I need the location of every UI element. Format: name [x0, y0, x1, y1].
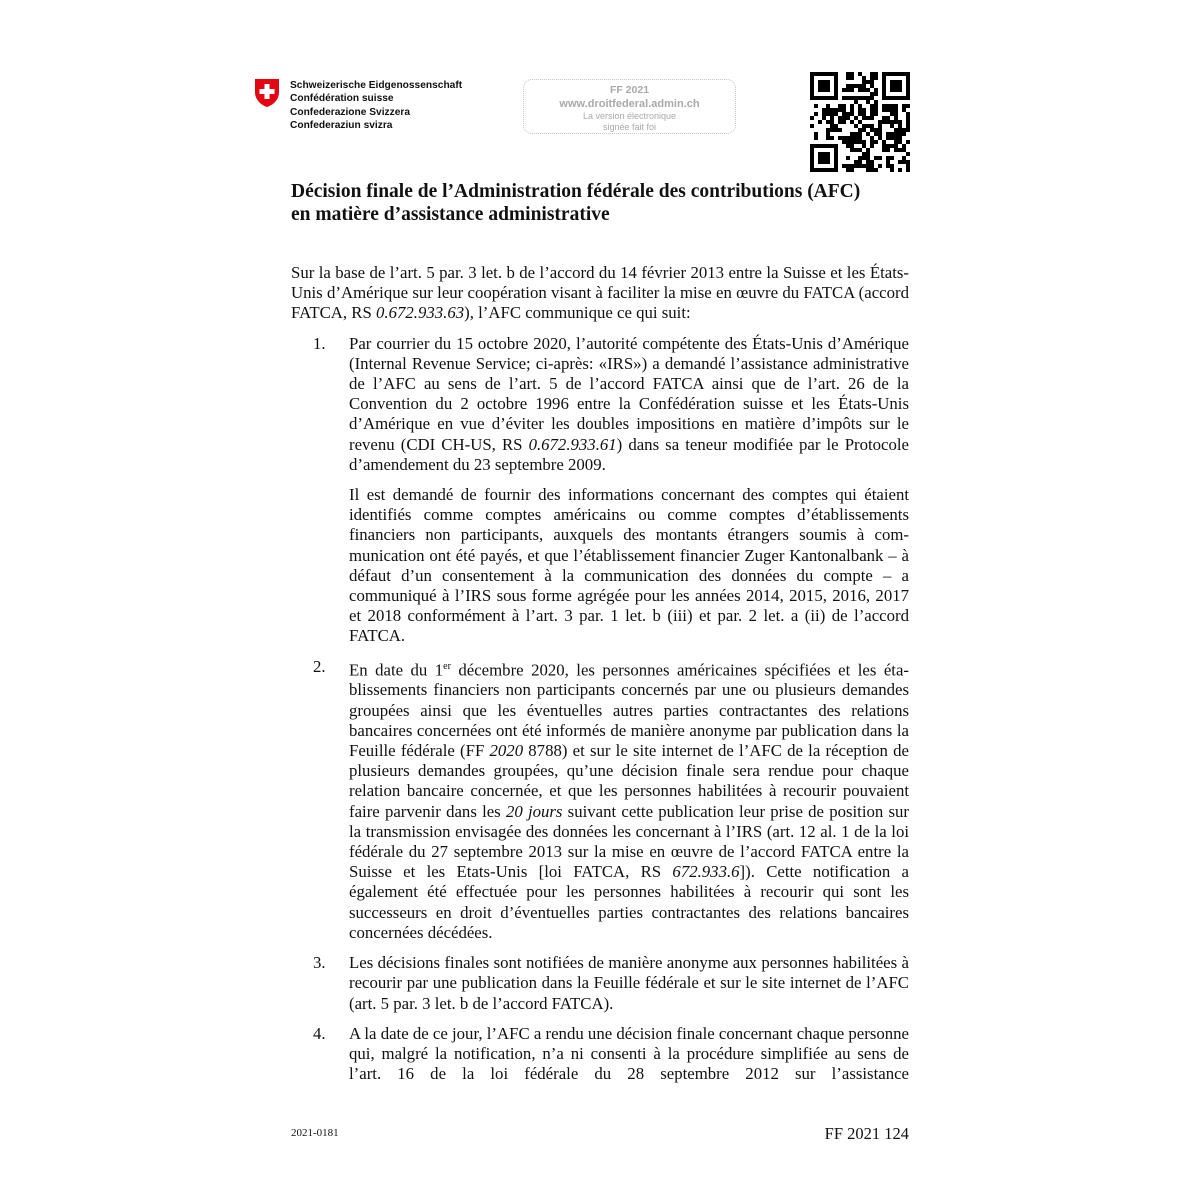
gov-name-de: Schweizerische Eidgenossenschaft: [290, 80, 463, 91]
item-text: suivant cette publication leur prise de position sur la transmission envisagée des données les concernant à l’IRS (art. 12 al. 1 de la loi fédérale du 27 septembre 2013 sur la mise en œuvre de l’accord FATCA entre la Suisse et les Etats-Unis [loi FATCA, RS: [349, 801, 910, 882]
title-line-1: Décision finale de l’Administration fédérale des contributions (AFC): [291, 181, 861, 202]
title-line-2: en matière d’assistance administrative: [291, 204, 610, 225]
item-deadline: 20 jours: [505, 801, 563, 821]
intro-paragraph: [291, 263, 909, 324]
document-title: [291, 180, 921, 226]
government-names: [290, 79, 462, 132]
item-number: 2.: [313, 656, 326, 676]
document-body: [291, 263, 909, 1094]
item-text: Par courrier du 15 octobre 2020, l’autorité compétente des États-Unis d’Amérique (Internal Revenue Service; ci-après: «IRS») a demandé l’assistance administrative de l’AFC au sens de l’art. 5 de l’accord FATCA ainsi que de l’art. 26 de la Convention du 2 octobre 1996 entre la Confédération suisse et les États-Unis d’Amérique en vue d’éviter les doubles impositions en matière d’impôts sur le revenu (CDI CH-US, RS: [349, 333, 909, 454]
stamp-note-2: signée fait foi: [602, 122, 657, 132]
item-number: 3.: [313, 953, 326, 973]
stamp-note-1: La version électronique: [582, 111, 677, 121]
item-text: décembre 2020, les personnes américaines spécifiées et les établissements financiers non participants concernés par une ou plusieurs demandes groupées ainsi que les éventuelles autres parties contractantes des relations bancaires concernées ont été informés de manière anonyme par publication dans la Feuille fédérale (FF: [349, 660, 909, 761]
item-ff-year: 2020: [489, 741, 524, 761]
stamp-url: www.droitfederal.admin.ch: [559, 98, 700, 110]
item-text: ]). Cette notification a également été effectuée pour les personnes habilitées à recourir qui sont les successeurs en droit d’éventuelles parties contractantes des relations bancaires concernées décédées.: [349, 862, 909, 942]
intro-rs-number: 0.672.933.63: [376, 303, 465, 323]
intro-text: Sur la base de l’art. 5 par. 3 let. b de l’accord du 14 février 2013 entre la Suisse et les États-Unis d’Amérique sur leur coopération visant à faciliter la mise en œuvre du FATCA (accord FATCA, RS: [291, 263, 909, 323]
item-paragraph: [349, 334, 909, 475]
item-text: En date du 1: [349, 660, 444, 680]
ordinal-superscript: er: [443, 660, 451, 672]
item-number: 1.: [313, 333, 326, 353]
item-paragraph: Les décisions finales sont notifiées de manière anonyme aux personnes habilitées à recourir par une publication dans la Feuille fédérale et sur le site internet de l’AFC (art. 5 par. 3 let. b de l’accord FATCA).: [349, 953, 909, 1013]
gov-name-rm: Confederaziun svizra: [290, 119, 393, 131]
item-rs-number: 672.933.6: [672, 862, 740, 882]
electronic-signature-stamp: [523, 79, 736, 134]
list-item: [291, 953, 909, 1014]
intro-text-end: ), l’AFC communique ce qui suit:: [464, 303, 691, 323]
qr-code-icon: [810, 72, 910, 172]
document-code: 2021-0181: [291, 1127, 339, 1139]
item-rs-number: 0.672.933.61: [528, 434, 617, 454]
list-item: [291, 657, 909, 943]
item-text: ) dans sa teneur modifiée par le Protocole d’amendement du 23 septembre 2009.: [349, 434, 910, 474]
item-paragraph: Il est demandé de fournir des informations concernant des comptes qui étaient identifiés comme comptes américains ou comme comptes d’établissements financiers non participants, auxquels des montants étrangers soumis à communication ont été payés, et que l’établissement financier Zuger Kantonalbank – à défaut d’un consentement à la communication des données du compte – a communiqué à l’IRS sous forme agrégée pour les années 2014, 2015, 2016, 2017 et 2018 conformément à l’art. 3 par. 1 let. b (iii) et par. 2 let. a (ii) de l’accord FATCA.: [349, 485, 909, 646]
stamp-edition: FF 2021: [609, 84, 650, 96]
gov-name-it: Confederazione Svizzera: [290, 106, 411, 118]
item-number: 4.: [313, 1023, 326, 1043]
item-paragraph: [349, 657, 909, 943]
swiss-cross-icon: [254, 78, 280, 108]
gov-name-fr: Confédération suisse: [290, 93, 394, 105]
item-text: 8788) et sur le site internet de l’AFC de la réception de plusieurs demandes groupées, qu’une décision finale sera rendue pour chaque relation bancaire concernée, et que les personnes habilitées à recourir pouvaient faire parvenir dans les: [349, 741, 909, 821]
page-reference: FF 2021 124: [824, 1124, 909, 1143]
item-paragraph: A la date de ce jour, l’AFC a rendu une décision finale concernant chaque personne qui, malgré la notification, n’a ni consenti à la procédure simplifiée au sens de l’art. 16 de la loi fédérale du 28 septembre 2012 sur l’assistance: [349, 1023, 909, 1084]
list-item: [291, 1024, 909, 1085]
list-item: [291, 334, 909, 647]
